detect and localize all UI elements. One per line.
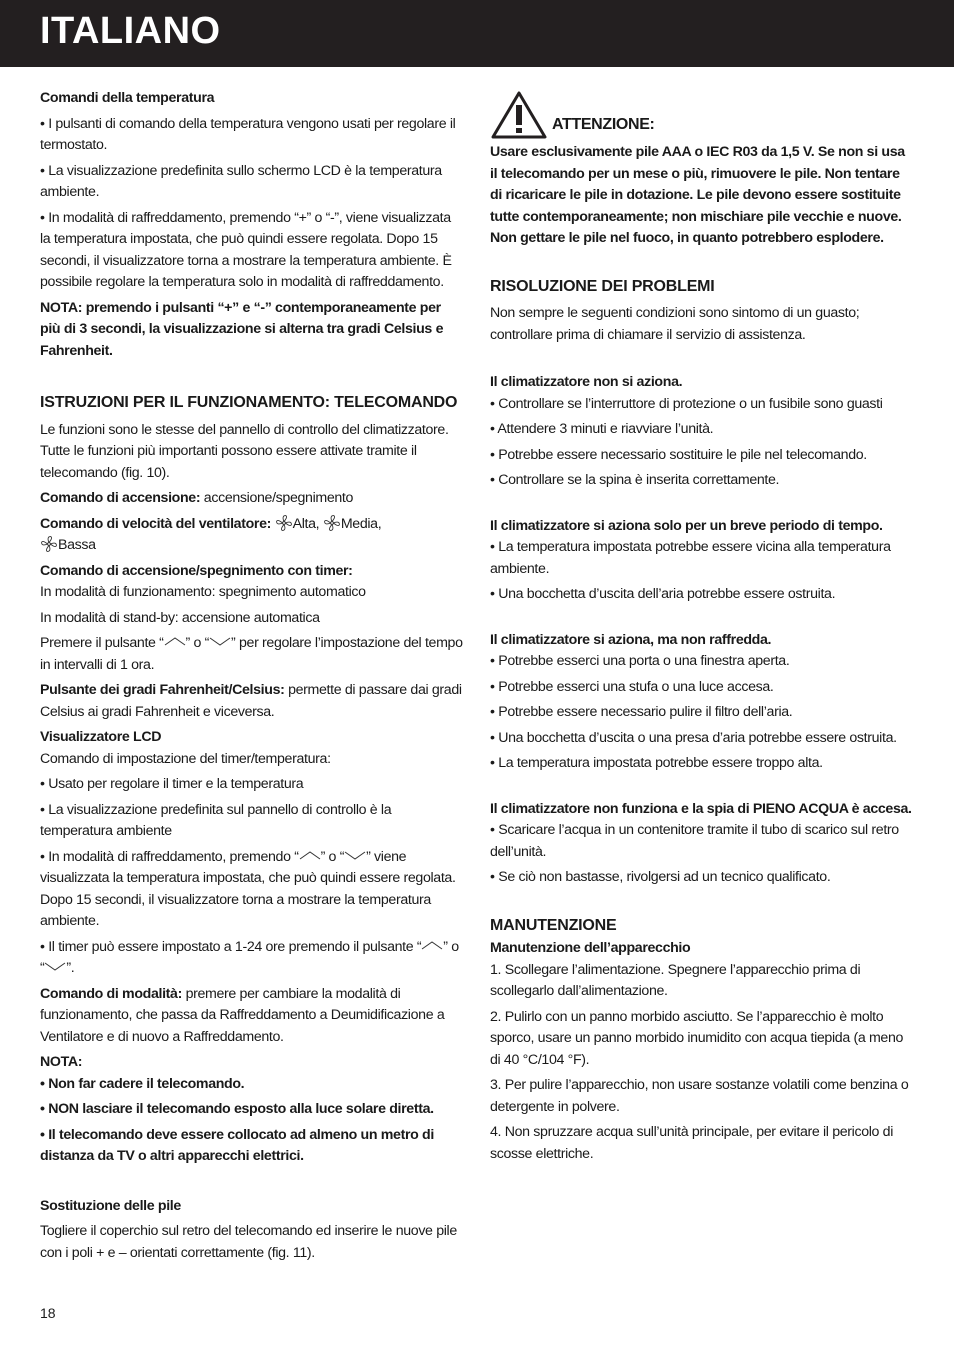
list-item: 4. Non spruzzare acqua sull’unità principale, per evitare il pericolo di scosse elettriche. <box>490 1124 894 1162</box>
maint-sub: Manutenzione dell’apparecchio <box>490 940 691 956</box>
t3-title: Il climatizzatore si aziona, ma non raffredda. <box>490 631 772 648</box>
list-item: 1. Scollegare l’alimentazione. Spegnere l’apparecchio prima di scollegarlo dall’alimentazione. <box>490 961 861 999</box>
right-column <box>490 108 914 1169</box>
maint-heading: MANUTENZIONE <box>490 916 617 934</box>
fan-high: Alta, <box>292 515 320 532</box>
page-number: 18 <box>40 1305 56 1321</box>
list-item: • Se ciò non bastasse, rivolgersi ad un tecnico qualificato. <box>490 869 831 885</box>
lcd-p5-a: • Il timer può essere impostato a 1-24 ore premendo il pulsante “ <box>40 938 422 955</box>
mode-line <box>40 984 464 1049</box>
chevron-up-icon <box>421 940 443 950</box>
fan-icon <box>323 514 341 532</box>
lcd-label: Visualizzatore LCD <box>40 729 162 745</box>
lcd-p4-a: • In modalità di raffreddamento, premendo “ <box>40 848 299 865</box>
chevron-down-icon <box>344 850 366 860</box>
warning-title: ATTENZIONE: <box>552 116 655 133</box>
lcd-p4-c: ” viene visualizzata la temperatura impostata, che può quindi essere regolata. Dopo 15 secondi, il visualizzatore torna a mostrare la temperatura ambiente. <box>40 848 456 929</box>
nota-label: NOTA: <box>40 1054 83 1070</box>
fan-line <box>40 514 464 557</box>
page-header <box>0 0 954 67</box>
warning-icon <box>490 90 548 140</box>
power-text: accensione/spegnimento <box>200 490 354 506</box>
remote-intro: Le funzioni sono le stesse del pannello di controllo del climatizzatore. Tutte le funzioni più importanti possono essere attivate tramite il telecomando (fig. 10). <box>40 421 449 481</box>
timer-p3-c: ” per regolare l’impostazione del tempo in intervalli di 1 ora. <box>40 635 463 673</box>
battery-title: Sostituzione delle pile <box>40 1197 181 1214</box>
t4-title: Il climatizzatore non funziona e la spia di PIENO ACQUA è accesa. <box>490 800 912 817</box>
mode-label: Comando di modalità: <box>40 985 182 1002</box>
mode-text: premere per cambiare la modalità di funzionamento, che passa da Raffreddamento a Deumidificazione a Ventilatore e di nuovo a Raffreddamento. <box>40 985 445 1045</box>
timer-p3-b: ” o “ <box>185 635 210 651</box>
temp-p1: • I pulsanti di comando della temperatura vengono usati per regolare il termostato. <box>40 115 456 153</box>
trouble-heading: RISOLUZIONE DEI PROBLEMI <box>490 277 715 295</box>
list-item: 3. Per pulire l’apparecchio, non usare sostanze volatili come benzina o detergente in polvere. <box>490 1077 909 1115</box>
power-label: Comando di accensione: <box>40 490 201 506</box>
fan-label: Comando di velocità del ventilatore: <box>40 515 271 532</box>
lcd-p5-b: ” o “ <box>40 938 459 976</box>
chevron-down-icon <box>209 636 231 646</box>
list-item: • Potrebbe esserci una stufa o una luce accesa. <box>490 678 774 695</box>
list-item: • Potrebbe esserci una porta o una finestra aperta. <box>490 653 790 669</box>
list-item: • Una bocchetta d’uscita o una presa d’aria potrebbe essere ostruita. <box>490 729 897 746</box>
left-column <box>40 88 464 1268</box>
trouble-intro: Non sempre le seguenti condizioni sono sintomo di un guasto; controllare prima di chiamare il servizio di assistenza. <box>490 305 860 343</box>
temp-p2: • La visualizzazione predefinita sullo schermo LCD è la temperatura ambiente. <box>40 162 442 200</box>
timer-p3-a: Premere il pulsante “ <box>40 635 164 651</box>
nota-1: • Non far cadere il telecomando. <box>40 1075 245 1092</box>
fan-icon <box>40 535 58 553</box>
warning-block <box>490 108 914 142</box>
list-item: • Una bocchetta d’uscita dell’aria potrebbe essere ostruita. <box>490 586 836 602</box>
list-item: • La temperatura impostata potrebbe essere vicina alla temperatura ambiente. <box>490 539 891 577</box>
lcd-p4 <box>40 847 464 933</box>
fc-label: Pulsante dei gradi Fahrenheit/Celsius: <box>40 682 285 698</box>
timer-p1: In modalità di funzionamento: spegnimento automatico <box>40 584 366 600</box>
fc-text: permette di passare dai gradi Celsius ai gradi Fahrenheit e viceversa. <box>40 682 462 720</box>
chevron-down-icon <box>44 961 66 971</box>
fc-line <box>40 680 464 723</box>
lcd-p4-b: ” o “ <box>320 848 345 865</box>
fan-med: Media, <box>340 515 382 532</box>
nota-3: • Il telecomando deve essere collocato ad almeno un metro di distanza da TV o altri apparecchi elettrici. <box>40 1126 434 1164</box>
remote-heading: ISTRUZIONI PER IL FUNZIONAMENTO: TELECOMANDO <box>40 394 458 411</box>
nota-2: • NON lasciare il telecomando esposto alla luce solare diretta. <box>40 1101 434 1117</box>
lcd-p5 <box>40 937 464 980</box>
t1-title: Il climatizzatore non si aziona. <box>490 374 683 390</box>
timer-label: Comando di accensione/spegnimento con timer: <box>40 562 353 579</box>
battery-text: Togliere il coperchio sul retro del telecomando ed inserire le nuove pile con i poli + e – orientati correttamente (fig. 11). <box>40 1223 457 1261</box>
chevron-up-icon <box>164 636 186 646</box>
fan-icon <box>275 514 293 532</box>
fan-low: Bassa <box>58 537 96 553</box>
lcd-p3: • La visualizzazione predefinita sul pannello di controllo è la temperatura ambiente <box>40 801 392 839</box>
list-item: • Controllare se l’interruttore di protezione o un fusibile sono guasti <box>490 395 883 412</box>
timer-p2: In modalità di stand-by: accensione automatica <box>40 609 320 626</box>
list-item: • Controllare se la spina è inserita correttamente. <box>490 472 780 488</box>
list-item: • La temperatura impostata potrebbe essere troppo alta. <box>490 755 823 771</box>
list-item: • Potrebbe essere necessario sostituire le pile nel telecomando. <box>490 446 867 463</box>
lcd-p2: • Usato per regolare il timer e la temperatura <box>40 776 304 792</box>
list-item: 2. Pulirlo con un panno morbido asciutto. Se l’apparecchio è molto sporco, usare un panno morbido inumidito con acqua tiepida (a meno di 40 °C/104 °F). <box>490 1008 904 1068</box>
list-item: • Attendere 3 minuti e riavviare l’unità. <box>490 421 714 437</box>
list-item: • Potrebbe essere necessario pulire il filtro dell’aria. <box>490 704 793 720</box>
list-item: • Scaricare l’acqua in un contenitore tramite il tubo di scarico sul retro dell’unità. <box>490 822 899 860</box>
temp-p3: • In modalità di raffreddamento, premendo “+” o “-”, viene visualizzata la temperatura impostata, che può quindi essere regolata. Dopo 15 secondi, il visualizzatore torna a mostrare la temperatura ambiente. È possibile regolare la temperatura solo in modalità di raffreddamento. <box>40 209 452 290</box>
page-title: ITALIANO <box>40 10 221 52</box>
t2-title: Il climatizzatore si aziona solo per un breve periodo di tempo. <box>490 517 883 534</box>
power-line <box>40 488 464 510</box>
chevron-up-icon <box>299 850 321 860</box>
temp-title: Comandi della temperatura <box>40 90 215 106</box>
temp-note: NOTA: premendo i pulsanti “+” e “-” contemporaneamente per più di 3 secondi, la visualizzazione si alterna tra gradi Celsius e Fahrenheit. <box>40 299 444 359</box>
lcd-p1: Comando di impostazione del timer/temperatura: <box>40 750 331 767</box>
timer-p3 <box>40 633 464 676</box>
lcd-p5-c: ”. <box>66 960 75 976</box>
warning-text: Usare esclusivamente pile AAA o IEC R03 da 1,5 V. Se non si usa il telecomando per un mese o più, rimuovere le pile. Non tentare di ricaricare le pile in dotazione. Le pile devono essere sostituite tutte contemporaneamente; non mischiare pile vecchie e nuove. Non gettare le pile nel fuoco, in quanto potrebbero esplodere. <box>490 144 905 246</box>
